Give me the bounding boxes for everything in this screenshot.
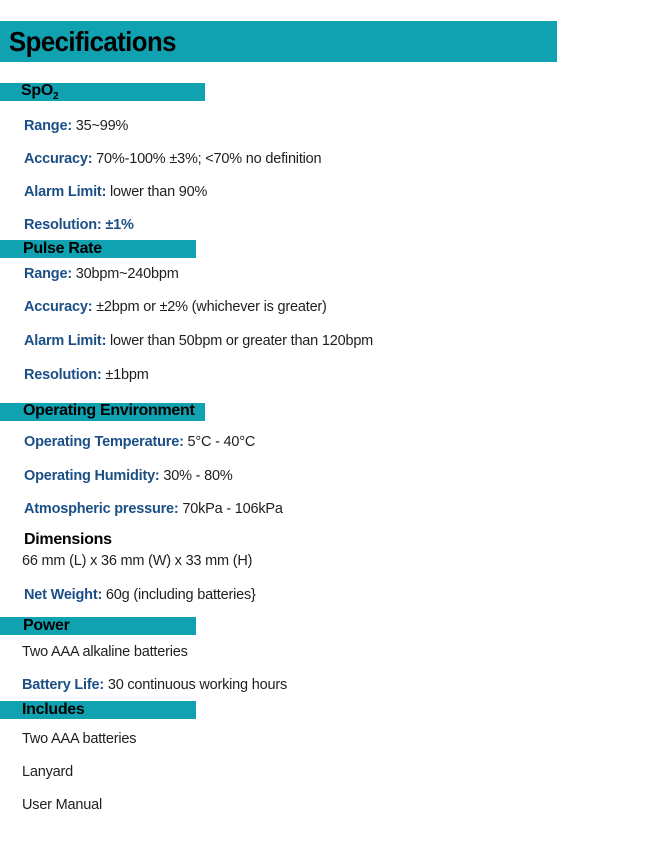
env-humidity-value: 30% - 80%	[159, 468, 233, 484]
section-heading-environment: Operating Environment	[23, 402, 195, 419]
net-weight	[24, 586, 256, 604]
includes-item: User Manual	[22, 797, 102, 813]
section-heading-pulse: Pulse Rate	[23, 240, 102, 257]
includes-item: Two AAA batteries	[22, 731, 137, 747]
pulse-range-key: Range:	[24, 266, 72, 282]
pulse-accuracy	[24, 298, 327, 316]
section-heading-dimensions: Dimensions	[24, 531, 112, 548]
spo2-resolution-text: Resolution: ±1%	[24, 217, 134, 233]
pulse-resolution-value: ±1bpm	[101, 367, 149, 383]
dimensions-value: 66 mm (L) x 36 mm (W) x 33 mm (H)	[22, 553, 253, 569]
pulse-alarm-value: lower than 50bpm or greater than 120bpm	[106, 333, 374, 349]
net-weight-value: 60g (including batteries}	[102, 587, 256, 603]
battery-life-key: Battery Life:	[22, 677, 104, 693]
title-bar	[0, 21, 557, 62]
pulse-range	[24, 265, 179, 283]
pulse-alarm-limit	[24, 332, 373, 350]
pulse-range-value: 30bpm~240bpm	[71, 266, 179, 282]
env-humidity-key: Operating Humidity:	[24, 468, 160, 484]
spo2-label-sub: 2	[53, 91, 59, 102]
spo2-alarm-key: Alarm Limit:	[24, 184, 107, 200]
spo2-range-value: 35~99%	[71, 118, 129, 134]
spo2-range	[24, 117, 128, 135]
env-pressure	[24, 500, 283, 518]
pulse-accuracy-key: Accuracy:	[24, 299, 93, 315]
spo2-alarm-limit	[24, 183, 207, 201]
page-title: Specifications	[9, 25, 176, 57]
pulse-alarm-key: Alarm Limit:	[24, 333, 107, 349]
battery-life	[22, 676, 287, 694]
spo2-alarm-value: lower than 90%	[106, 184, 208, 200]
section-heading-power: Power	[23, 617, 70, 634]
spo2-accuracy	[24, 150, 321, 168]
env-pressure-value: 70kPa - 106kPa	[178, 501, 283, 517]
spo2-range-key: Range:	[24, 118, 72, 134]
spo2-accuracy-key: Accuracy:	[24, 151, 93, 167]
battery-life-value: 30 continuous working hours	[104, 677, 288, 693]
net-weight-key: Net Weight:	[24, 587, 103, 603]
section-heading-spo2	[21, 82, 58, 100]
env-temperature	[24, 433, 255, 451]
spo2-accuracy-value: 70%-100% ±3%; <70% no definition	[92, 151, 322, 167]
env-temperature-value: 5°C - 40°C	[183, 434, 256, 450]
power-batteries: Two AAA alkaline batteries	[22, 644, 188, 660]
env-humidity	[24, 467, 233, 485]
pulse-resolution	[24, 366, 149, 384]
env-pressure-key: Atmospheric pressure:	[24, 501, 179, 517]
section-heading-includes: Includes	[22, 701, 85, 718]
spo2-label-main: SpO	[21, 82, 53, 99]
env-temperature-key: Operating Temperature:	[24, 434, 184, 450]
spo2-resolution	[24, 216, 134, 234]
pulse-accuracy-value: ±2bpm or ±2% (whichever is greater)	[92, 299, 327, 315]
pulse-resolution-key: Resolution:	[24, 367, 102, 383]
includes-item: Lanyard	[22, 764, 73, 780]
